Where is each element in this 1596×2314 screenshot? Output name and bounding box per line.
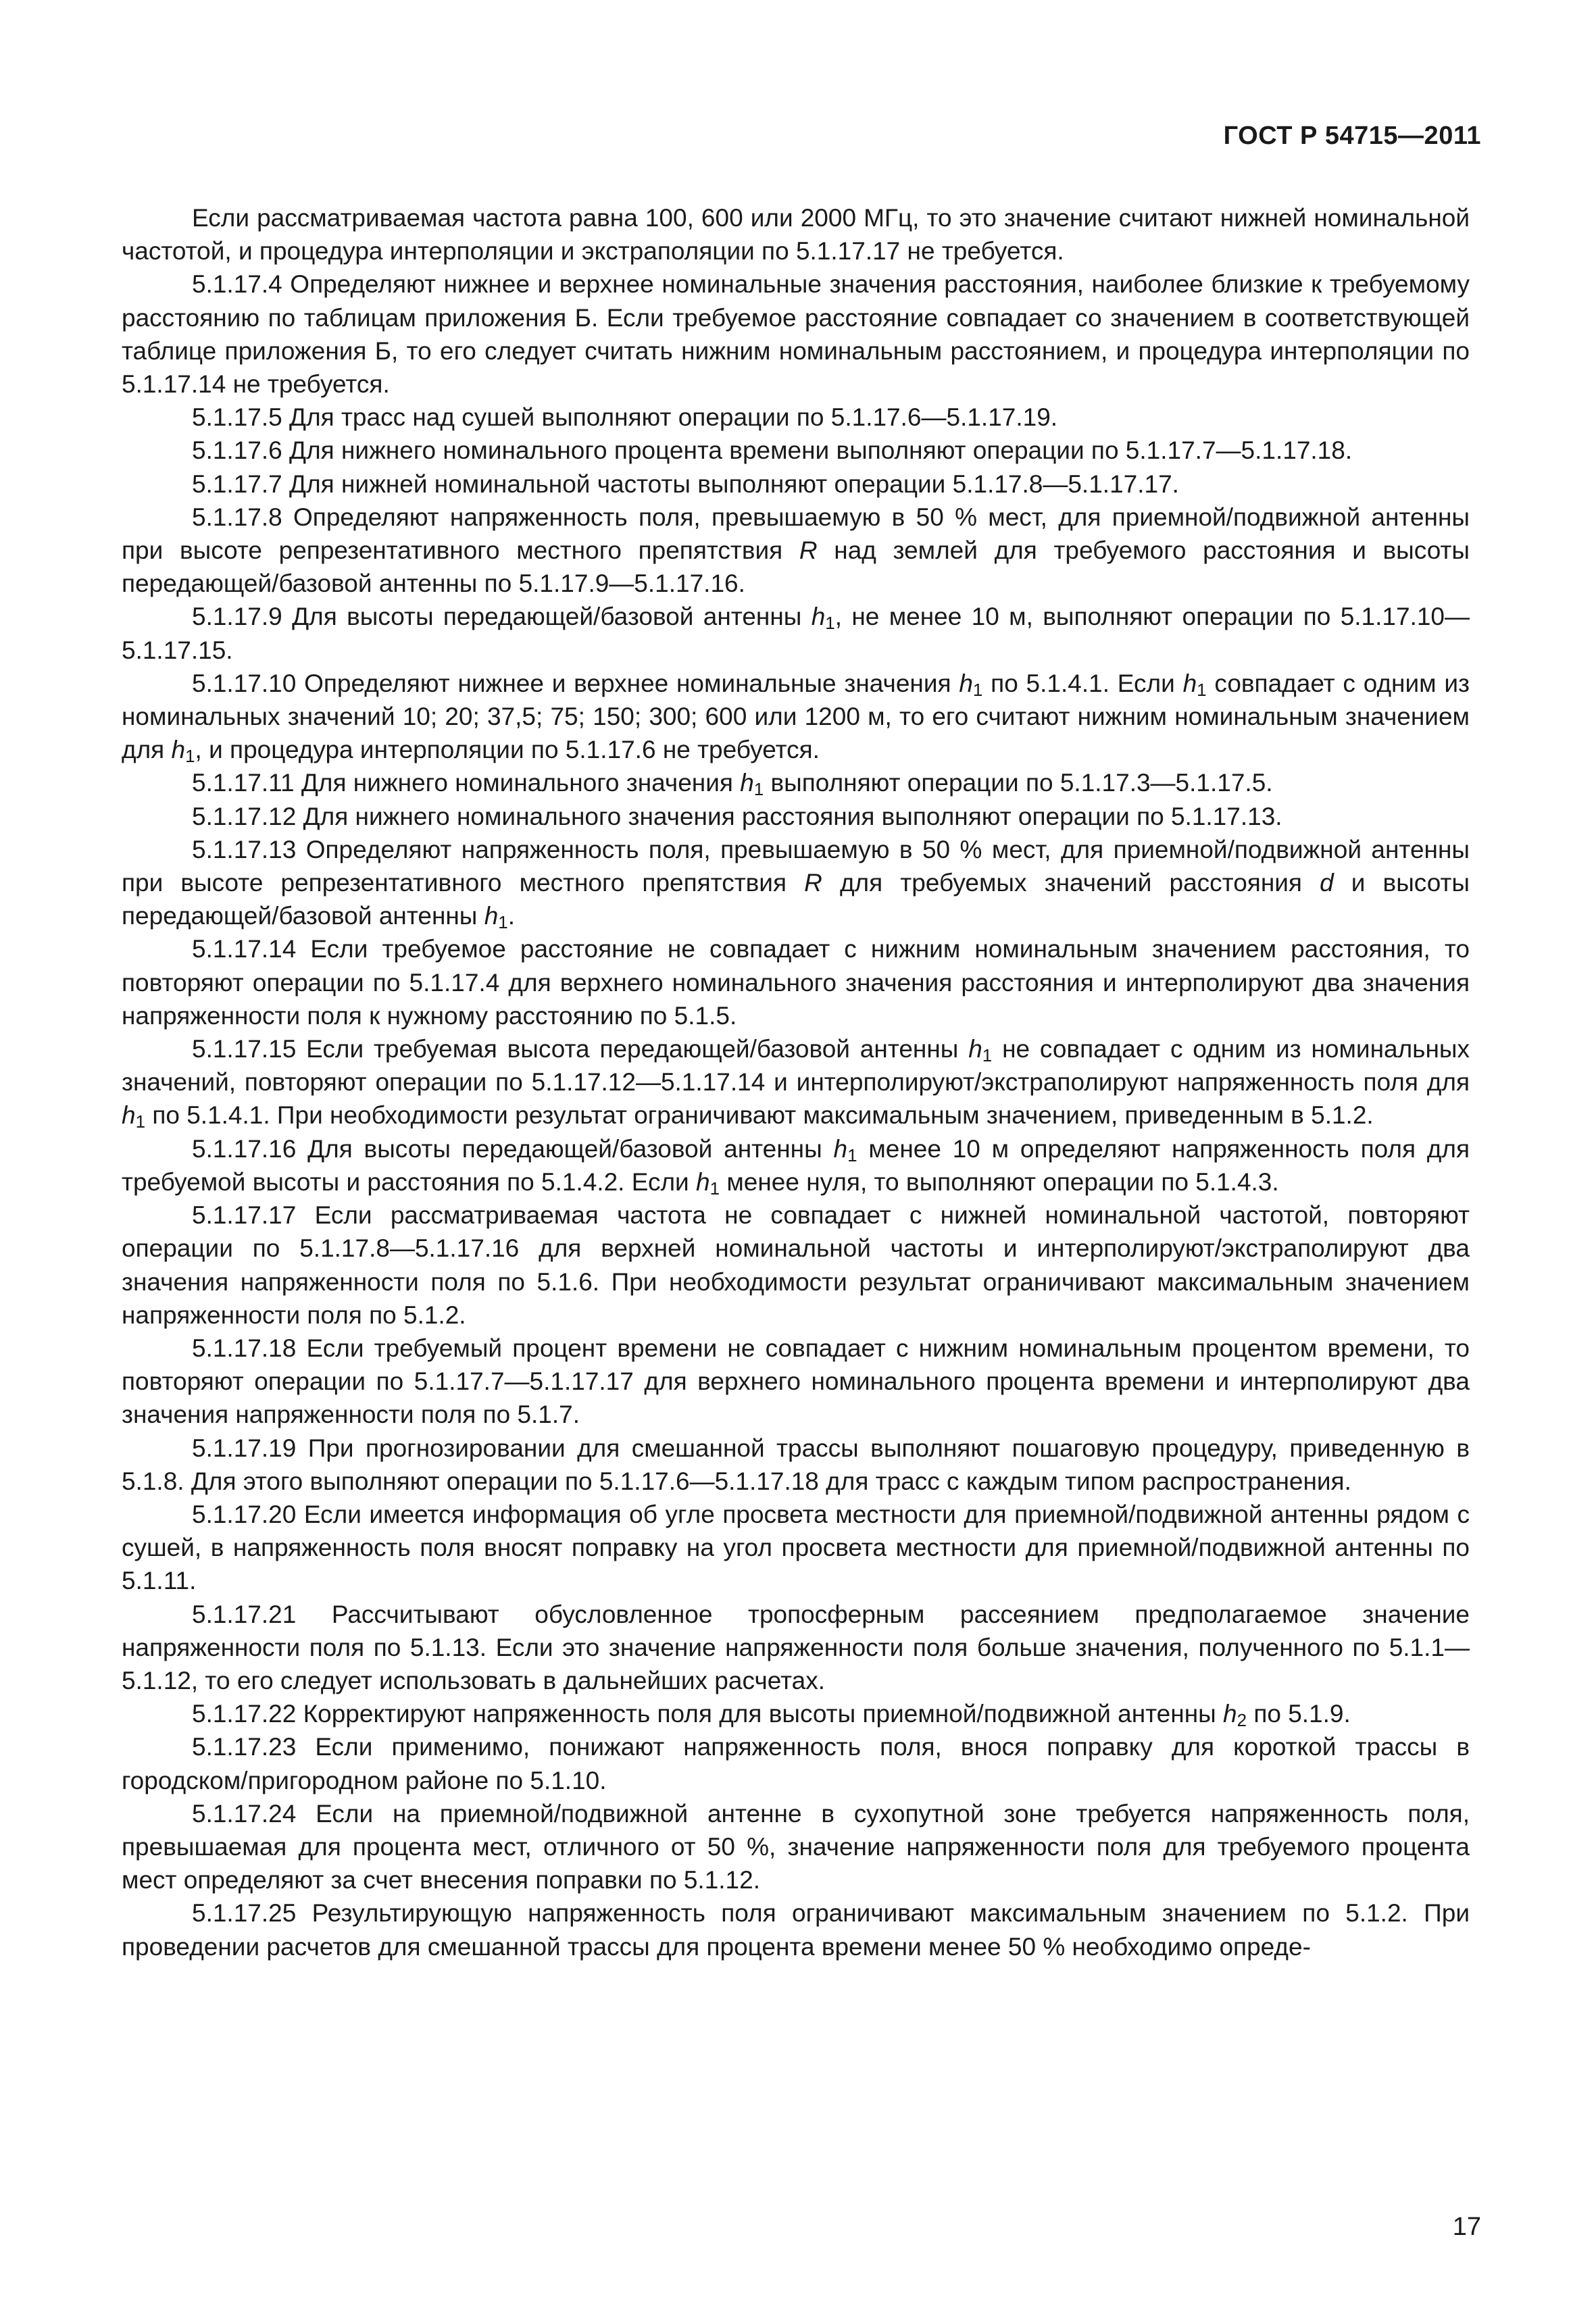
paragraph xyxy=(122,1199,1470,1332)
paragraph-text: 5.1.17.19 При прогнозировании для смешанной трассы выполняют пошаговую процедуру, приведенную в 5.1.8. Для этого выполняют операции по 5.1.17.6—5.1.17.18 для трасс с каждым типом распространения. xyxy=(122,1434,1470,1495)
paragraph xyxy=(122,268,1470,401)
paragraph-text: 5.1.17.15 Если требуемая высота передающей/базовой антенны xyxy=(192,1035,969,1063)
subscript: 1 xyxy=(753,779,764,800)
paragraph-text: 5.1.17.6 Для нижнего номинального процента времени выполняют операции по 5.1.17.7—5.1.17.18. xyxy=(192,436,1353,465)
paragraph-text: , и процедура интерполяции по 5.1.17.6 не требуется. xyxy=(195,736,820,764)
paragraph xyxy=(122,1697,1470,1730)
italic-symbol: h xyxy=(484,902,499,930)
italic-symbol: h xyxy=(740,769,754,797)
paragraph-text: 5.1.17.11 Для нижнего номинального значения xyxy=(192,769,741,797)
paragraph-text: 5.1.17.20 Если имеется информация об угле просвета местности для приемной/подвижной антенны рядом с сушей, в напряженность поля вносят поправку на угол просвета местности для приемной/подвижной антенны по 5.1.11. xyxy=(122,1500,1470,1595)
paragraph-text: не совпадает с одним из номинальных значений, повторяют операции по 5.1.17.12—5.1.17.14 и интерполируют/экстраполируют напряженность поля для xyxy=(122,1035,1470,1097)
subscript: 2 xyxy=(1237,1710,1247,1731)
paragraph xyxy=(122,401,1470,434)
paragraph xyxy=(122,1332,1470,1432)
paragraph-text: 5.1.17.16 Для высоты передающей/базовой антенны xyxy=(192,1134,834,1163)
italic-symbol: R xyxy=(799,536,818,565)
paragraph xyxy=(122,833,1470,933)
paragraph-text: 5.1.17.23 Если применимо, понижают напряженность поля, внося поправку для короткой трассы в городском/пригородном районе по 5.1.10. xyxy=(122,1733,1470,1794)
subscript: 1 xyxy=(709,1178,720,1199)
paragraph-text: по 5.1.9. xyxy=(1247,1700,1351,1728)
paragraph-text: 5.1.17.5 Для трасс над сушей выполняют операции по 5.1.17.6—5.1.17.19. xyxy=(192,403,1058,432)
paragraph xyxy=(122,600,1470,666)
italic-symbol: h xyxy=(968,1035,982,1063)
italic-symbol: h xyxy=(833,1134,848,1163)
subscript: 1 xyxy=(135,1111,146,1132)
paragraph xyxy=(122,1498,1470,1598)
subscript: 1 xyxy=(185,746,195,767)
paragraph-text: по 5.1.4.1. Если xyxy=(982,669,1183,697)
paragraph-text: для требуемых значений расстояния xyxy=(822,869,1320,897)
paragraph-text: 5.1.17.21 Рассчитывают обусловленное тропосферным рассеянием предполагаемое значение напряженности поля по 5.1.13. Если это значение напряженности поля больше значения, полученного по 5.1.1—5.1.12, то его следует использовать в дальнейших расчетах. xyxy=(122,1600,1470,1694)
paragraph-text: 5.1.17.12 Для нижнего номинального значения расстояния выполняют операции по 5.1.17.13. xyxy=(192,802,1282,830)
paragraph-text: , не менее 10 м, выполняют операции по 5.1.17.10—5.1.17.15. xyxy=(122,603,1470,664)
italic-symbol: h xyxy=(1223,1700,1237,1728)
paragraph-text: менее нуля, то выполняют операции по 5.1.4.3. xyxy=(720,1167,1279,1196)
paragraph-text: 5.1.17.7 Для нижней номинальной частоты выполняют операции 5.1.17.8—5.1.17.17. xyxy=(192,470,1179,498)
italic-symbol: h xyxy=(959,669,973,697)
italic-symbol: R xyxy=(804,869,822,897)
paragraph-text: Если рассматриваемая частота равна 100, 600 или 2000 МГц, то это значение считают нижней номинальной частотой, и процедура интерполяции и экстраполяции по 5.1.17.17 не требуется. xyxy=(122,204,1470,266)
paragraph-text: 5.1.17.14 Если требуемое расстояние не совпадает с нижним номинальным значением расстояния, то повторяют операции по 5.1.17.4 для верхнего номинального значения расстояния и интерполируют два значения напряженности поля к нужному расстоянию по 5.1.5. xyxy=(122,935,1470,1030)
paragraph-text: менее 10 м определяют напряженность поля для требуемой высоты и расстояния по 5.1.4.2. Если xyxy=(122,1134,1470,1196)
paragraph xyxy=(122,1132,1470,1199)
paragraph-text: 5.1.17.10 Определяют нижнее и верхнее номинальные значения xyxy=(192,669,959,697)
italic-symbol: h xyxy=(1182,669,1197,697)
document-body xyxy=(122,201,1470,1963)
paragraph-text: 5.1.17.18 Если требуемый процент времени не совпадает с нижним номинальным процентом времени, то повторяют операции по 5.1.17.7—5.1.17.17 для верхнего номинального процента времени и интерполируют два значения напряженности поля по 5.1.7. xyxy=(122,1334,1470,1429)
paragraph-text: 5.1.17.4 Определяют нижнее и верхнее номинальные значения расстояния, наиболее близкие к требуемому расстоянию по таблицам приложения Б. Если требуемое расстояние совпадает со значением в соответствующей таблице приложения Б, то его следует считать нижним номинальным расстоянием, и процедура интерполяции по 5.1.17.14 не требуется. xyxy=(122,270,1470,399)
paragraph xyxy=(122,1598,1470,1698)
paragraph xyxy=(122,932,1470,1032)
paragraph-text: по 5.1.4.1. При необходимости результат ограничивают максимальным значением, приведенным в 5.1.2. xyxy=(145,1101,1374,1130)
paragraph xyxy=(122,1032,1470,1132)
paragraph xyxy=(122,766,1470,799)
subscript: 1 xyxy=(847,1145,857,1165)
paragraph xyxy=(122,201,1470,268)
paragraph-text: 5.1.17.17 Если рассматриваемая частота не совпадает с нижней номинальной частотой, повторяют операции по 5.1.17.8—5.1.17.16 для верхней номинальной частоты и интерполируют/экстраполируют два значения напряженности поля по 5.1.6. При необходимости результат ограничивают максимальным значением напряженности поля по 5.1.2. xyxy=(122,1201,1470,1329)
paragraph xyxy=(122,1797,1470,1897)
paragraph-text: 5.1.17.9 Для высоты передающей/базовой антенны xyxy=(192,603,812,631)
paragraph xyxy=(122,800,1470,833)
paragraph-text: совпадает с одним из номинальных значений 10; 20; 37,5; 75; 150; 300; 600 или 1200 м, то его считают нижним номинальным значением для xyxy=(122,669,1470,764)
paragraph-text: над землей для требуемого расстояния и высоты передающей/базовой антенны по 5.1.17.9—5.1.17.16. xyxy=(122,536,1470,598)
subscript: 1 xyxy=(825,613,835,634)
paragraph-text: 5.1.17.13 Определяют напряженность поля, превышаемую в 50 % мест, для приемной/подвижной антенны при высоте репрезентативного местного препятствия xyxy=(122,835,1470,897)
paragraph-text: . xyxy=(507,902,516,930)
subscript: 1 xyxy=(982,1045,993,1066)
paragraph xyxy=(122,434,1470,467)
paragraph-text: 5.1.17.25 Результирующую напряженность поля ограничивают максимальным значением по 5.1.2. При проведении расчетов для смешанной трассы для процента времени менее 50 % необходимо опреде- xyxy=(122,1899,1470,1961)
paragraph xyxy=(122,667,1470,767)
paragraph-text: выполняют операции по 5.1.17.3—5.1.17.5. xyxy=(764,769,1273,797)
paragraph xyxy=(122,1432,1470,1498)
page-number: 17 xyxy=(1452,2213,1481,2241)
italic-symbol: h xyxy=(696,1167,710,1196)
paragraph xyxy=(122,1730,1470,1796)
italic-symbol: h xyxy=(171,736,186,764)
paragraph-text: и высоты передающей/базовой антенны xyxy=(122,869,1470,930)
subscript: 1 xyxy=(972,679,983,700)
italic-symbol: d xyxy=(1320,869,1334,897)
paragraph xyxy=(122,468,1470,501)
italic-symbol: h xyxy=(811,603,826,631)
paragraph-text: 5.1.17.22 Корректируют напряженность поля для высоты приемной/подвижной антенны xyxy=(192,1700,1223,1728)
paragraph-text: 5.1.17.24 Если на приемной/подвижной антенне в сухопутной зоне требуется напряженность поля, превышаемая для процента мест, отличного от 50 %, значение напряженности поля для требуемого процента мест определяют за счет внесения поправки по 5.1.12. xyxy=(122,1799,1470,1894)
italic-symbol: h xyxy=(122,1101,136,1130)
subscript: 1 xyxy=(1197,679,1207,700)
paragraph xyxy=(122,501,1470,601)
document-header: ГОСТ Р 54715—2011 xyxy=(1223,122,1481,150)
paragraph xyxy=(122,1896,1470,1963)
subscript: 1 xyxy=(498,912,508,933)
paragraph-text: 5.1.17.8 Определяют напряженность поля, превышаемую в 50 % мест, для приемной/подвижной антенны при высоте репрезентативного местного препятствия xyxy=(122,503,1470,565)
